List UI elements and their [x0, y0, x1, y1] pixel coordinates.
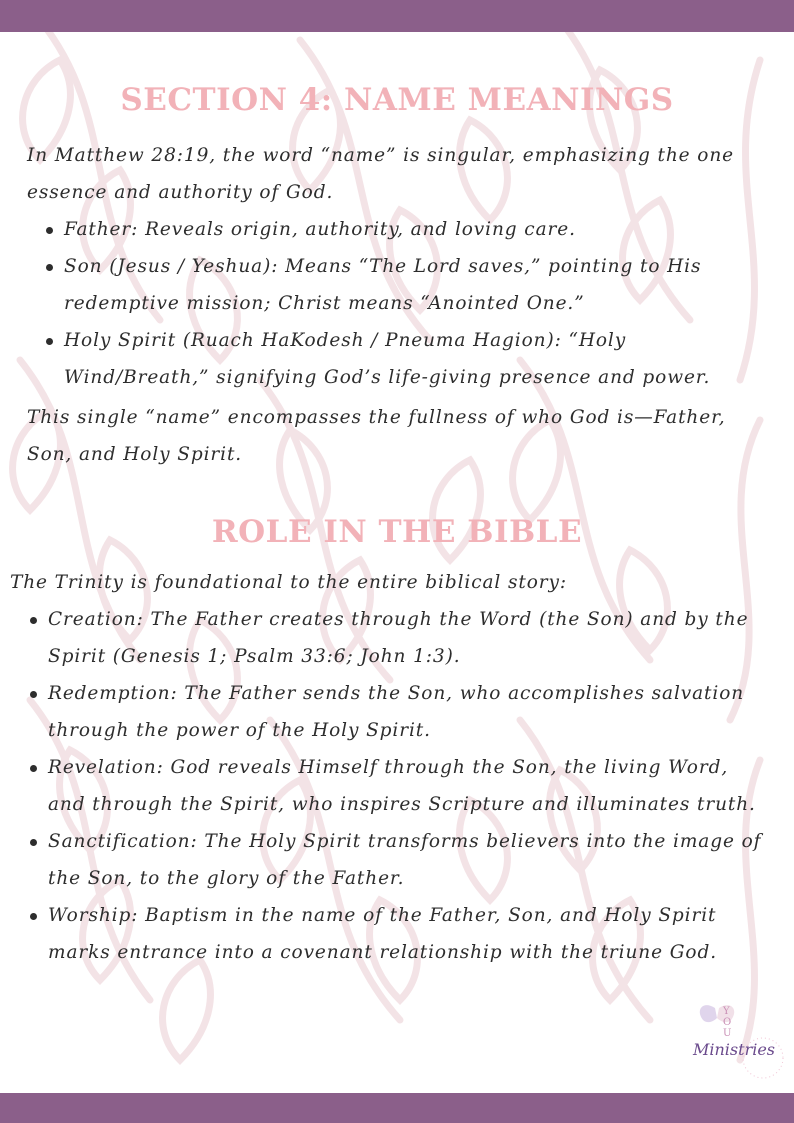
bullet-icon [30, 913, 37, 920]
list-item [48, 897, 770, 971]
bullet-icon [46, 227, 53, 234]
bullet-icon [46, 338, 53, 345]
list-item [48, 823, 770, 897]
list-item [64, 248, 754, 322]
role-in-bible-intro: The Trinity is foundational to the entire biblical story: [10, 572, 568, 593]
name-meanings-intro: In Matthew 28:19, the word “name” is singular, emphasizing the one essence and authority of God. [27, 145, 735, 203]
bullet-icon [46, 264, 53, 271]
svg-text:Y: Y [723, 1006, 730, 1017]
bullet-icon [30, 617, 37, 624]
svg-text:O: O [723, 1017, 732, 1028]
list-item [48, 675, 770, 749]
section-heading-name-meanings: SECTION 4: NAME MEANINGS [120, 82, 674, 118]
logo-text: Ministries [693, 1040, 776, 1059]
list-item [64, 211, 754, 248]
section-heading-role-in-bible: ROLE IN THE BIBLE [211, 514, 583, 550]
list-item-text: Holy Spirit (Ruach HaKodesh / Pneuma Hagion): “Holy Wind/Breath,” signifying God’s life-giving presence and power. [64, 330, 711, 388]
list-item-text: Sanctification: The Holy Spirit transforms believers into the image of the Son, to the glory of the Father. [48, 831, 762, 889]
name-meanings-closing: This single “name” encompasses the fullness of who God is—Father, Son, and Holy Spirit. [27, 407, 726, 465]
list-item-text: Creation: The Father creates through the Word (the Son) and by the Spirit (Genesis 1; Psalm 33:6; John 1:3). [48, 609, 749, 667]
bullet-icon [30, 691, 37, 698]
list-item-text: Revelation: God reveals Himself through the Son, the living Word, and through the Spirit, who inspires Scripture and illuminates truth. [48, 757, 756, 815]
svg-text:U: U [723, 1028, 732, 1039]
name-meanings-list [64, 211, 754, 396]
list-item [64, 322, 754, 396]
list-item-text: Father: Reveals origin, authority, and loving care. [64, 219, 576, 240]
list-item-text: Worship: Baptism in the name of the Father, Son, and Holy Spirit marks entrance into a covenant relationship with the triune God. [48, 905, 717, 963]
list-item-text: Son (Jesus / Yeshua): Means “The Lord saves,” pointing to His redemptive mission; Christ means “Anointed One.” [64, 256, 702, 314]
role-in-bible-list [48, 601, 770, 971]
bullet-icon [30, 765, 37, 772]
list-item [48, 601, 770, 675]
youth-ministries-logo [693, 1000, 789, 1084]
list-item-text: Redemption: The Father sends the Son, who accomplishes salvation through the power of the Holy Spirit. [48, 683, 745, 741]
bullet-icon [30, 839, 37, 846]
list-item [48, 749, 770, 823]
